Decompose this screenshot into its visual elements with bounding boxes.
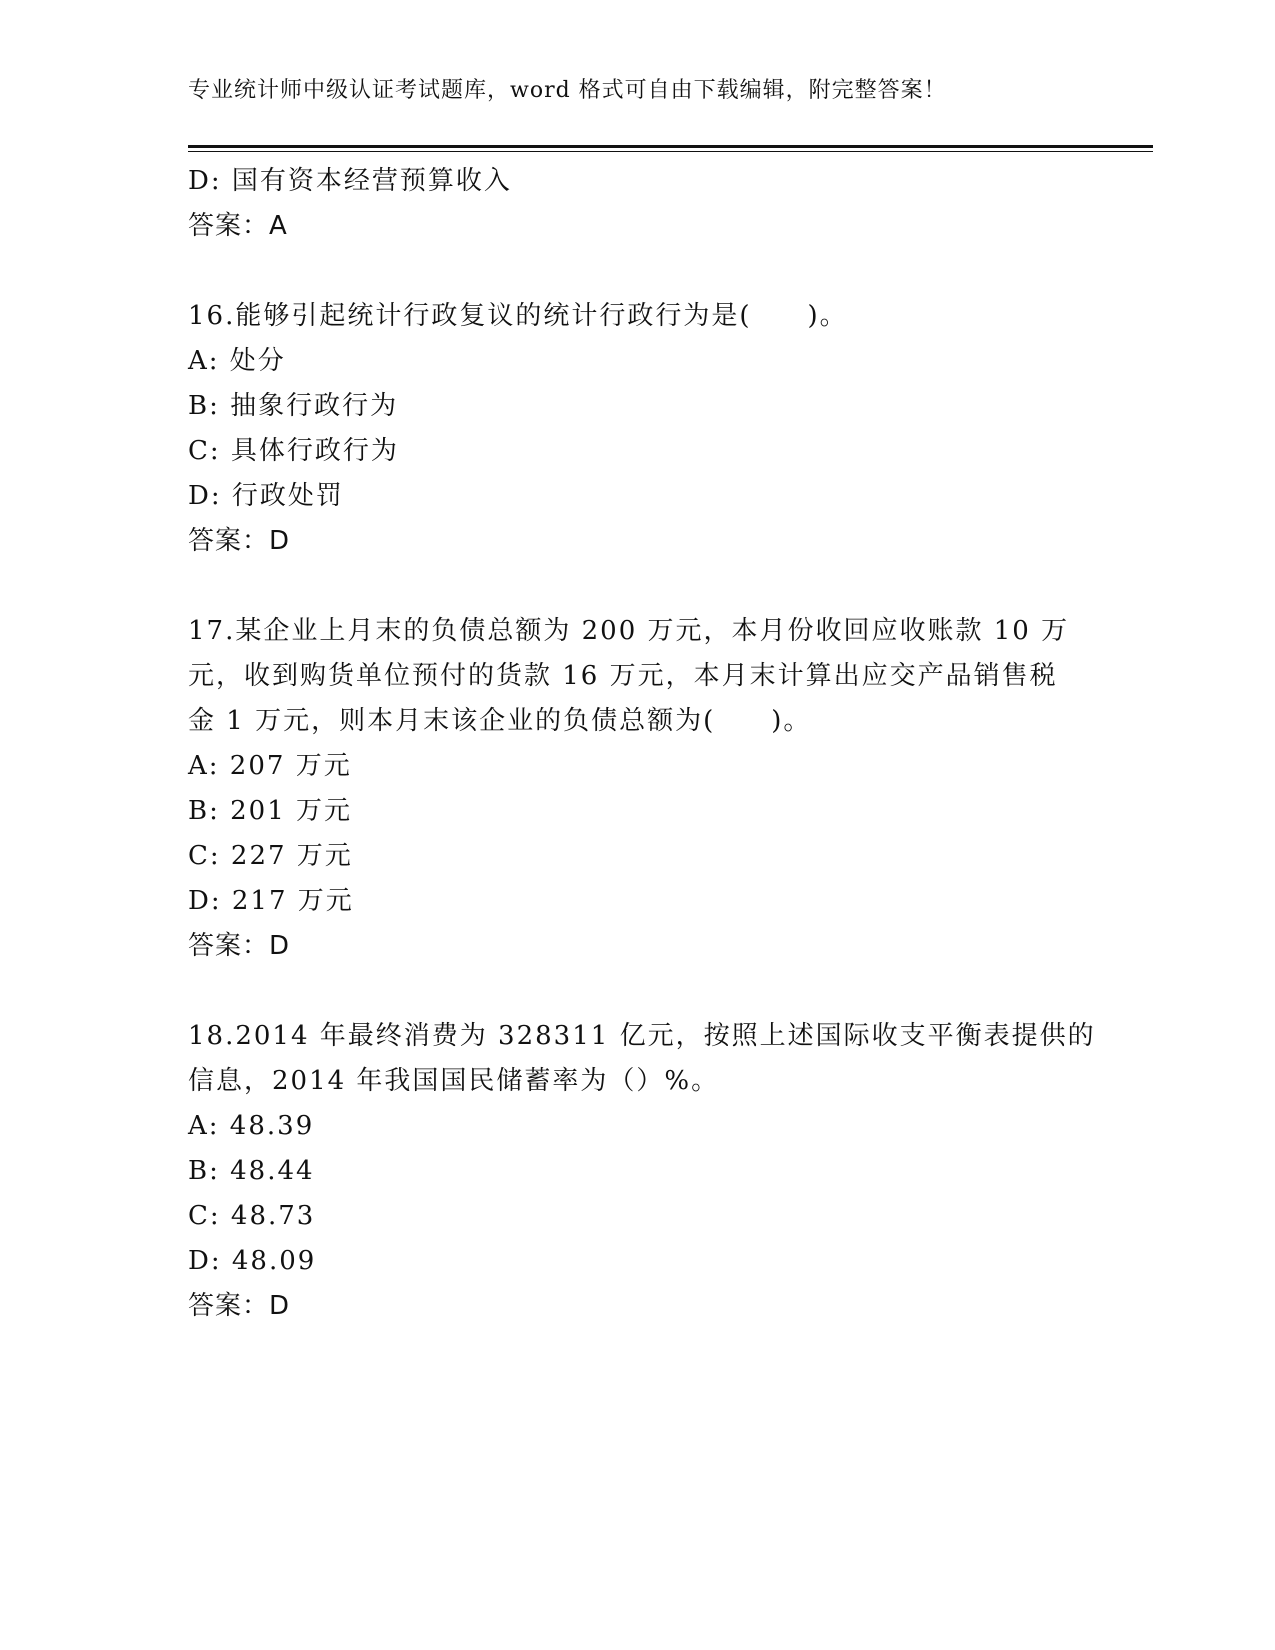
question-stem: 信息，2014 年我国国民储蓄率为（）%。 [188, 1066, 720, 1096]
answer: 答案：D [188, 931, 291, 961]
question-list [188, 159, 1148, 1329]
question-stem: 17.某企业上月末的负债总额为 200 万元，本月份收回应收账款 10 万 [188, 616, 1070, 646]
option-c: C: 具体行政行为 [188, 436, 399, 466]
header-rule-thin [188, 151, 1153, 152]
option-a: A: 48.39 [188, 1111, 315, 1141]
question-stem: 18.2014 年最终消费为 328311 亿元，按照上述国际收支平衡表提供的 [188, 1021, 1096, 1051]
question-stem: 16.能够引起统计行政复议的统计行政行为是( )。 [188, 301, 848, 331]
option-c: C: 48.73 [188, 1201, 316, 1231]
option-a: A: 207 万元 [188, 751, 352, 781]
option-b: B: 201 万元 [188, 796, 353, 826]
answer: 答案：D [188, 1291, 291, 1321]
option-b: B: 抽象行政行为 [188, 391, 399, 421]
answer: 答案：D [188, 526, 291, 556]
question-16 [188, 294, 1148, 564]
question-17 [188, 609, 1148, 969]
question-stem: 金 1 万元，则本月末该企业的负债总额为( )。 [188, 706, 812, 736]
spacer [188, 969, 1148, 1014]
option-d: D: 行政处罚 [188, 481, 344, 511]
prev-answer: 答案：A [188, 211, 288, 241]
option-a: A: 处分 [188, 346, 286, 376]
question-18 [188, 1014, 1148, 1329]
spacer [188, 564, 1148, 609]
option-b: B: 48.44 [188, 1156, 315, 1186]
spacer [188, 249, 1148, 294]
option-c: C: 227 万元 [188, 841, 353, 871]
question-stem: 元，收到购货单位预付的货款 16 万元，本月末计算出应交产品销售税 [188, 661, 1058, 691]
option-d: D: 48.09 [188, 1246, 317, 1276]
header-rule-thick [188, 145, 1153, 148]
page-header: 专业统计师中级认证考试题库，word 格式可自由下载编辑，附完整答案！ [188, 78, 947, 103]
option-d: D: 217 万元 [188, 886, 354, 916]
prev-option-d: D: 国有资本经营预算收入 [188, 166, 512, 196]
